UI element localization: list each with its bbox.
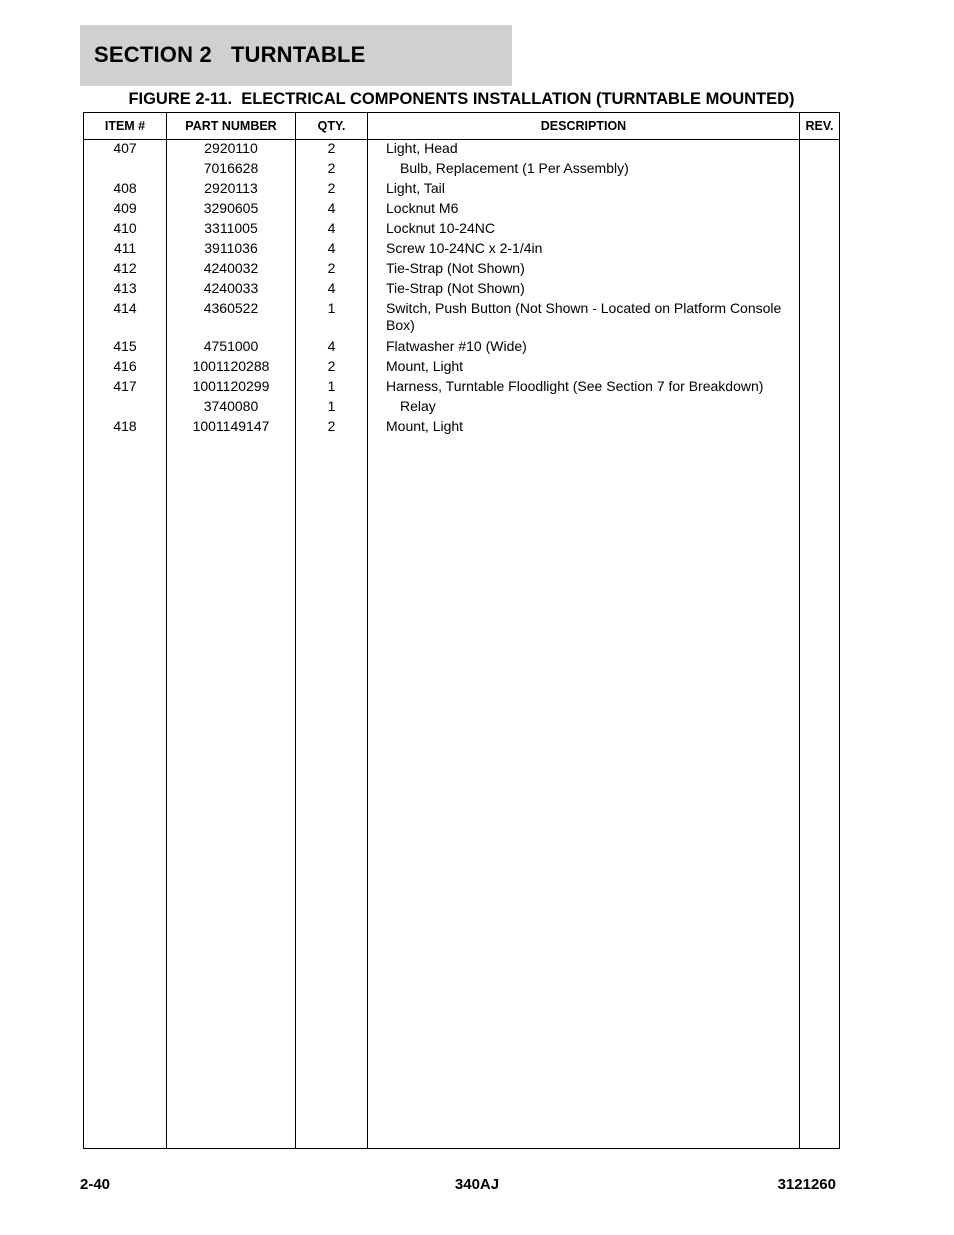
part-number: 7016628 bbox=[203, 160, 259, 176]
header-description: DESCRIPTION bbox=[540, 119, 627, 133]
item-number: 417 bbox=[113, 378, 137, 394]
table-row bbox=[84, 200, 839, 220]
item-number: 409 bbox=[113, 200, 137, 216]
table-row bbox=[84, 378, 839, 398]
quantity: 4 bbox=[327, 338, 336, 354]
description: Tie-Strap (Not Shown) bbox=[386, 260, 525, 276]
part-number: 4240033 bbox=[203, 280, 259, 296]
quantity: 4 bbox=[327, 220, 336, 236]
model-number: 340AJ bbox=[454, 1176, 500, 1193]
table-row bbox=[84, 300, 839, 338]
table-row bbox=[84, 220, 839, 240]
part-number: 4240032 bbox=[203, 260, 259, 276]
section-banner bbox=[80, 25, 512, 86]
description: Bulb, Replacement (1 Per Assembly) bbox=[400, 160, 629, 176]
section-title: SECTION 2 TURNTABLE bbox=[94, 42, 366, 67]
table-row bbox=[84, 418, 839, 438]
quantity: 2 bbox=[327, 160, 336, 176]
header-rev: REV. bbox=[805, 119, 834, 133]
part-number: 4751000 bbox=[203, 338, 259, 354]
part-number: 3311005 bbox=[204, 220, 258, 236]
quantity: 2 bbox=[327, 140, 336, 156]
description: Locknut M6 bbox=[386, 200, 459, 216]
item-number: 418 bbox=[113, 418, 137, 434]
part-number: 1001120299 bbox=[192, 378, 270, 394]
description: Light, Tail bbox=[386, 180, 445, 196]
table-header bbox=[84, 113, 839, 140]
description: Tie-Strap (Not Shown) bbox=[386, 280, 525, 296]
description: Relay bbox=[400, 398, 436, 414]
part-number: 3290605 bbox=[203, 200, 259, 216]
part-number: 2920113 bbox=[204, 180, 258, 196]
description: Flatwasher #10 (Wide) bbox=[386, 338, 527, 354]
quantity: 4 bbox=[327, 200, 336, 216]
table-row bbox=[84, 338, 839, 358]
part-number: 1001149147 bbox=[192, 418, 270, 434]
header-part-number: PART NUMBER bbox=[185, 119, 277, 133]
description: Screw 10-24NC x 2-1/4in bbox=[386, 240, 543, 256]
table-row bbox=[84, 160, 839, 180]
page-number: 2-40 bbox=[80, 1176, 111, 1193]
description: Switch, Push Button (Not Shown - Located on Platform Console Box) bbox=[386, 300, 782, 333]
item-number: 415 bbox=[113, 338, 137, 354]
table-row bbox=[84, 240, 839, 260]
quantity: 1 bbox=[327, 378, 336, 394]
table-row bbox=[84, 260, 839, 280]
quantity: 4 bbox=[327, 240, 336, 256]
description: Mount, Light bbox=[386, 418, 464, 434]
description: Locknut 10-24NC bbox=[386, 220, 495, 236]
quantity: 1 bbox=[327, 300, 336, 316]
part-number: 3740080 bbox=[203, 398, 259, 414]
header-item: ITEM # bbox=[104, 119, 146, 133]
part-number: 4360522 bbox=[203, 300, 259, 316]
item-number: 410 bbox=[113, 220, 137, 236]
item-number: 413 bbox=[113, 280, 137, 296]
table-row bbox=[84, 398, 839, 418]
item-number: 416 bbox=[113, 358, 137, 374]
parts-table bbox=[83, 112, 840, 1149]
table-row bbox=[84, 280, 839, 300]
table-body bbox=[84, 140, 839, 438]
description: Light, Head bbox=[386, 140, 458, 156]
quantity: 4 bbox=[327, 280, 336, 296]
manual-number: 3121260 bbox=[777, 1176, 836, 1193]
part-number: 3911036 bbox=[204, 240, 258, 256]
description: Mount, Light bbox=[386, 358, 464, 374]
item-number: 412 bbox=[113, 260, 137, 276]
table-row bbox=[84, 358, 839, 378]
description: Harness, Turntable Floodlight (See Section 7 for Breakdown) bbox=[386, 378, 764, 394]
quantity: 2 bbox=[327, 358, 336, 374]
table-row bbox=[84, 140, 839, 160]
item-number: 411 bbox=[113, 240, 137, 256]
header-qty: QTY. bbox=[317, 119, 346, 133]
part-number: 1001120288 bbox=[192, 358, 270, 374]
item-number: 414 bbox=[113, 300, 137, 316]
item-number: 408 bbox=[113, 180, 137, 196]
quantity: 1 bbox=[327, 398, 336, 414]
table-row bbox=[84, 180, 839, 200]
item-number: 407 bbox=[113, 140, 137, 156]
quantity: 2 bbox=[327, 260, 336, 276]
quantity: 2 bbox=[327, 180, 336, 196]
part-number: 2920110 bbox=[204, 140, 258, 156]
figure-title: FIGURE 2-11. ELECTRICAL COMPONENTS INSTALLATION (TURNTABLE MOUNTED) bbox=[128, 90, 795, 108]
quantity: 2 bbox=[327, 418, 336, 434]
